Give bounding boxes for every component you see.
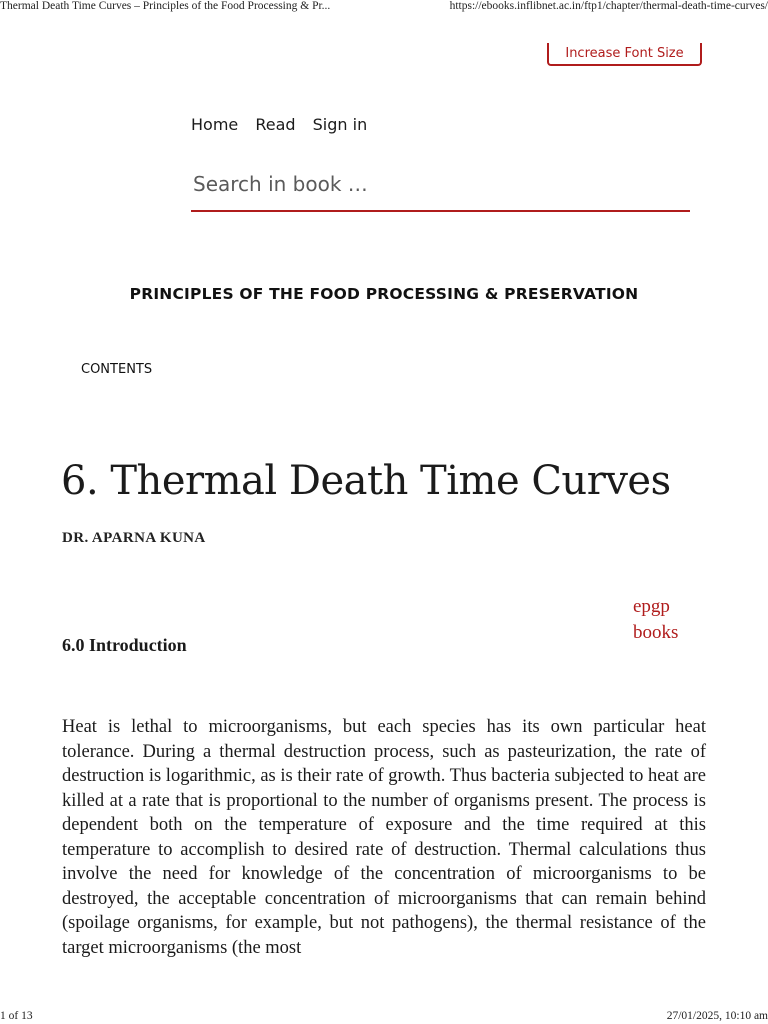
publisher-line-2: books [633, 622, 679, 643]
print-footer-timestamp: 27/01/2025, 10:10 am [666, 1010, 768, 1022]
print-header-url: https://ebooks.inflibnet.ac.in/ftp1/chapter/thermal-death-time-curves/ [449, 0, 768, 12]
contents-toggle[interactable]: CONTENTS [81, 362, 153, 377]
section-heading: 6.0 Introduction [62, 635, 187, 655]
chapter-title: 6. Thermal Death Time Curves [61, 458, 671, 504]
chapter-author: DR. APARNA KUNA [62, 530, 206, 546]
nav-item-home[interactable]: Home [191, 115, 239, 134]
print-footer-page-indicator: 1 of 13 [0, 1010, 33, 1022]
publisher-logo-text [633, 594, 678, 646]
nav-item-sign-in[interactable]: Sign in [312, 115, 368, 134]
nav-item-read[interactable]: Read [255, 115, 296, 134]
main-nav [191, 115, 379, 134]
increase-font-size-button[interactable]: Increase Font Size [547, 43, 702, 66]
book-title[interactable]: PRINCIPLES OF THE FOOD PROCESSING & PRESERVATION [129, 285, 639, 303]
publisher-line-1: epgp [633, 596, 670, 617]
search-input[interactable] [191, 158, 690, 212]
section-paragraph: Heat is lethal to microorganisms, but each species has its own particular heat tolerance. During a thermal destruction process, such as pasteurization, the rate of destruction is logarithmic, as is their rate of growth. Thus bacteria subjected to heat are killed at a rate that is proportional to the number of organisms present. The process is dependent both on the temperature of exposure and the time required at this temperature to accomplish to desired rate of destruction. Thermal calculations thus involve the need for knowledge of the concentration of microorganisms to be destroyed, the acceptable concentration of microorganisms that can remain behind (spoilage organisms, for example, but not pathogens), the thermal resistance of the target microorganisms (the most [62, 717, 706, 958]
print-header-page-title: Thermal Death Time Curves – Principles of the Food Processing & Pr... [0, 0, 331, 12]
